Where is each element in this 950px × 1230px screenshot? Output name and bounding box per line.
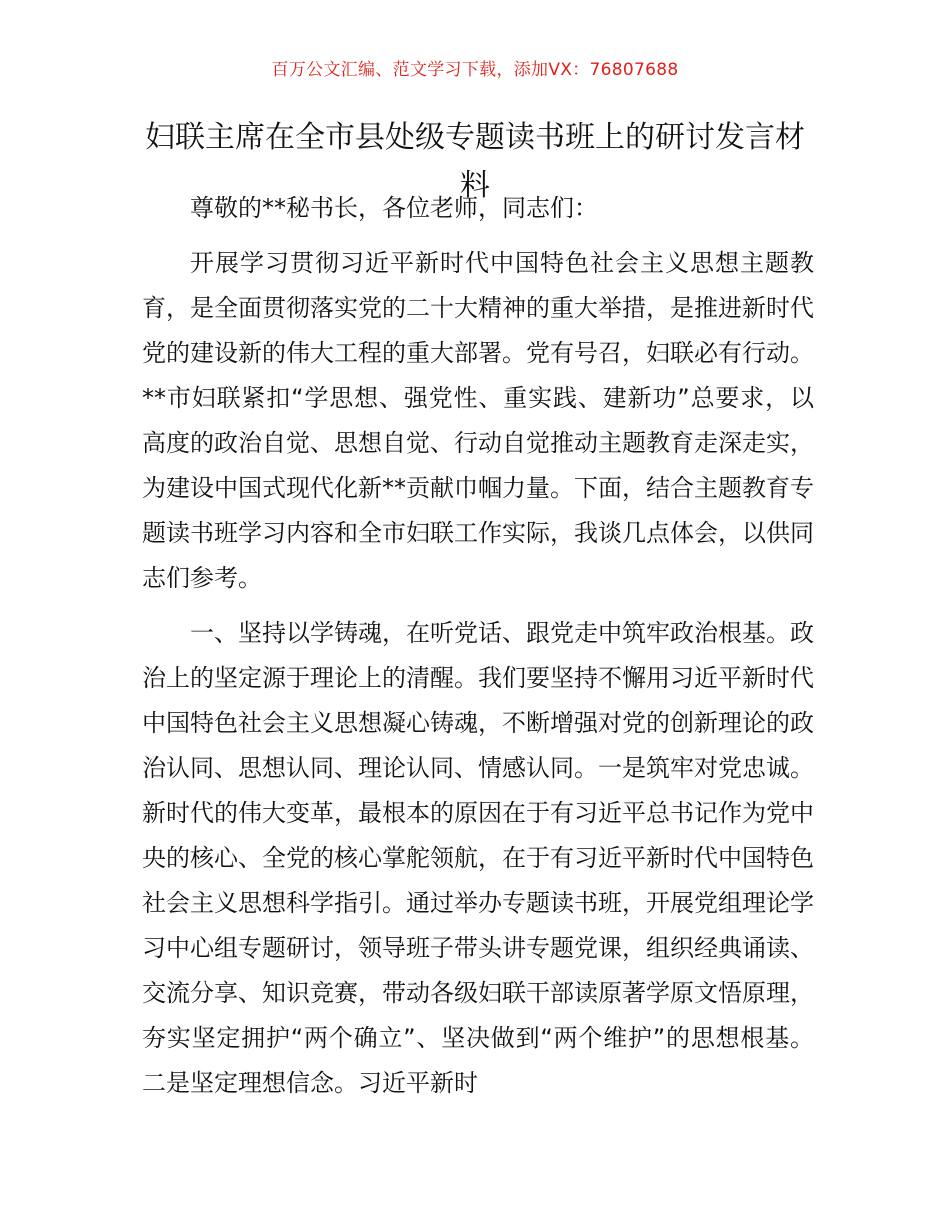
- document-title: 妇联主席在全市县处级专题读书班上的研讨发言材料: [145, 120, 805, 203]
- paragraph-intro: 开展学习贯彻习近平新时代中国特色社会主义思想主题教育，是全面贯彻落实党的二十大精神的重大举措，是推进新时代党的建设新的伟大工程的重大部署。党有号召，妇联必有行动。**市妇联紧扣“学思想、强党性、重实践、建新功”总要求，以高度的政治自觉、思想自觉、行动自觉推动主题教育走深走实，为建设中国式现代化新**贡献巾帼力量。下面，结合主题教育专题读书班学习内容和全市妇联工作实际，我谈几点体会，以供同志们参考。: [142, 249, 814, 592]
- document-body: [142, 186, 814, 1116]
- header-note: 百万公文汇编、范文学习下载，添加VX：76807688: [271, 60, 679, 80]
- paragraph-section-one: 一、坚持以学铸魂，在听党话、跟党走中筑牢政治根基。政治上的坚定源于理论上的清醒。我们要坚持不懈用习近平新时代中国特色社会主义思想凝心铸魂，不断增强对党的创新理论的政治认同、思想认同、理论认同、情感认同。一是筑牢对党忠诚。新时代的伟大变革，最根本的原因在于有习近平总书记作为党中央的核心、全党的核心掌舵领航，在于有习近平新时代中国特色社会主义思想科学指引。通过举办专题读书班，开展党组理论学习中心组专题研讨，领导班子带头讲专题党课，组织经典诵读、交流分享、知识竞赛，带动各级妇联干部读原著学原文悟原理，夯实坚定拥护“两个确立”、坚决做到“两个维护”的思想根基。二是坚定理想信念。习近平新时: [142, 619, 814, 1097]
- salutation: 尊敬的**秘书长，各位老师，同志们：: [190, 194, 598, 222]
